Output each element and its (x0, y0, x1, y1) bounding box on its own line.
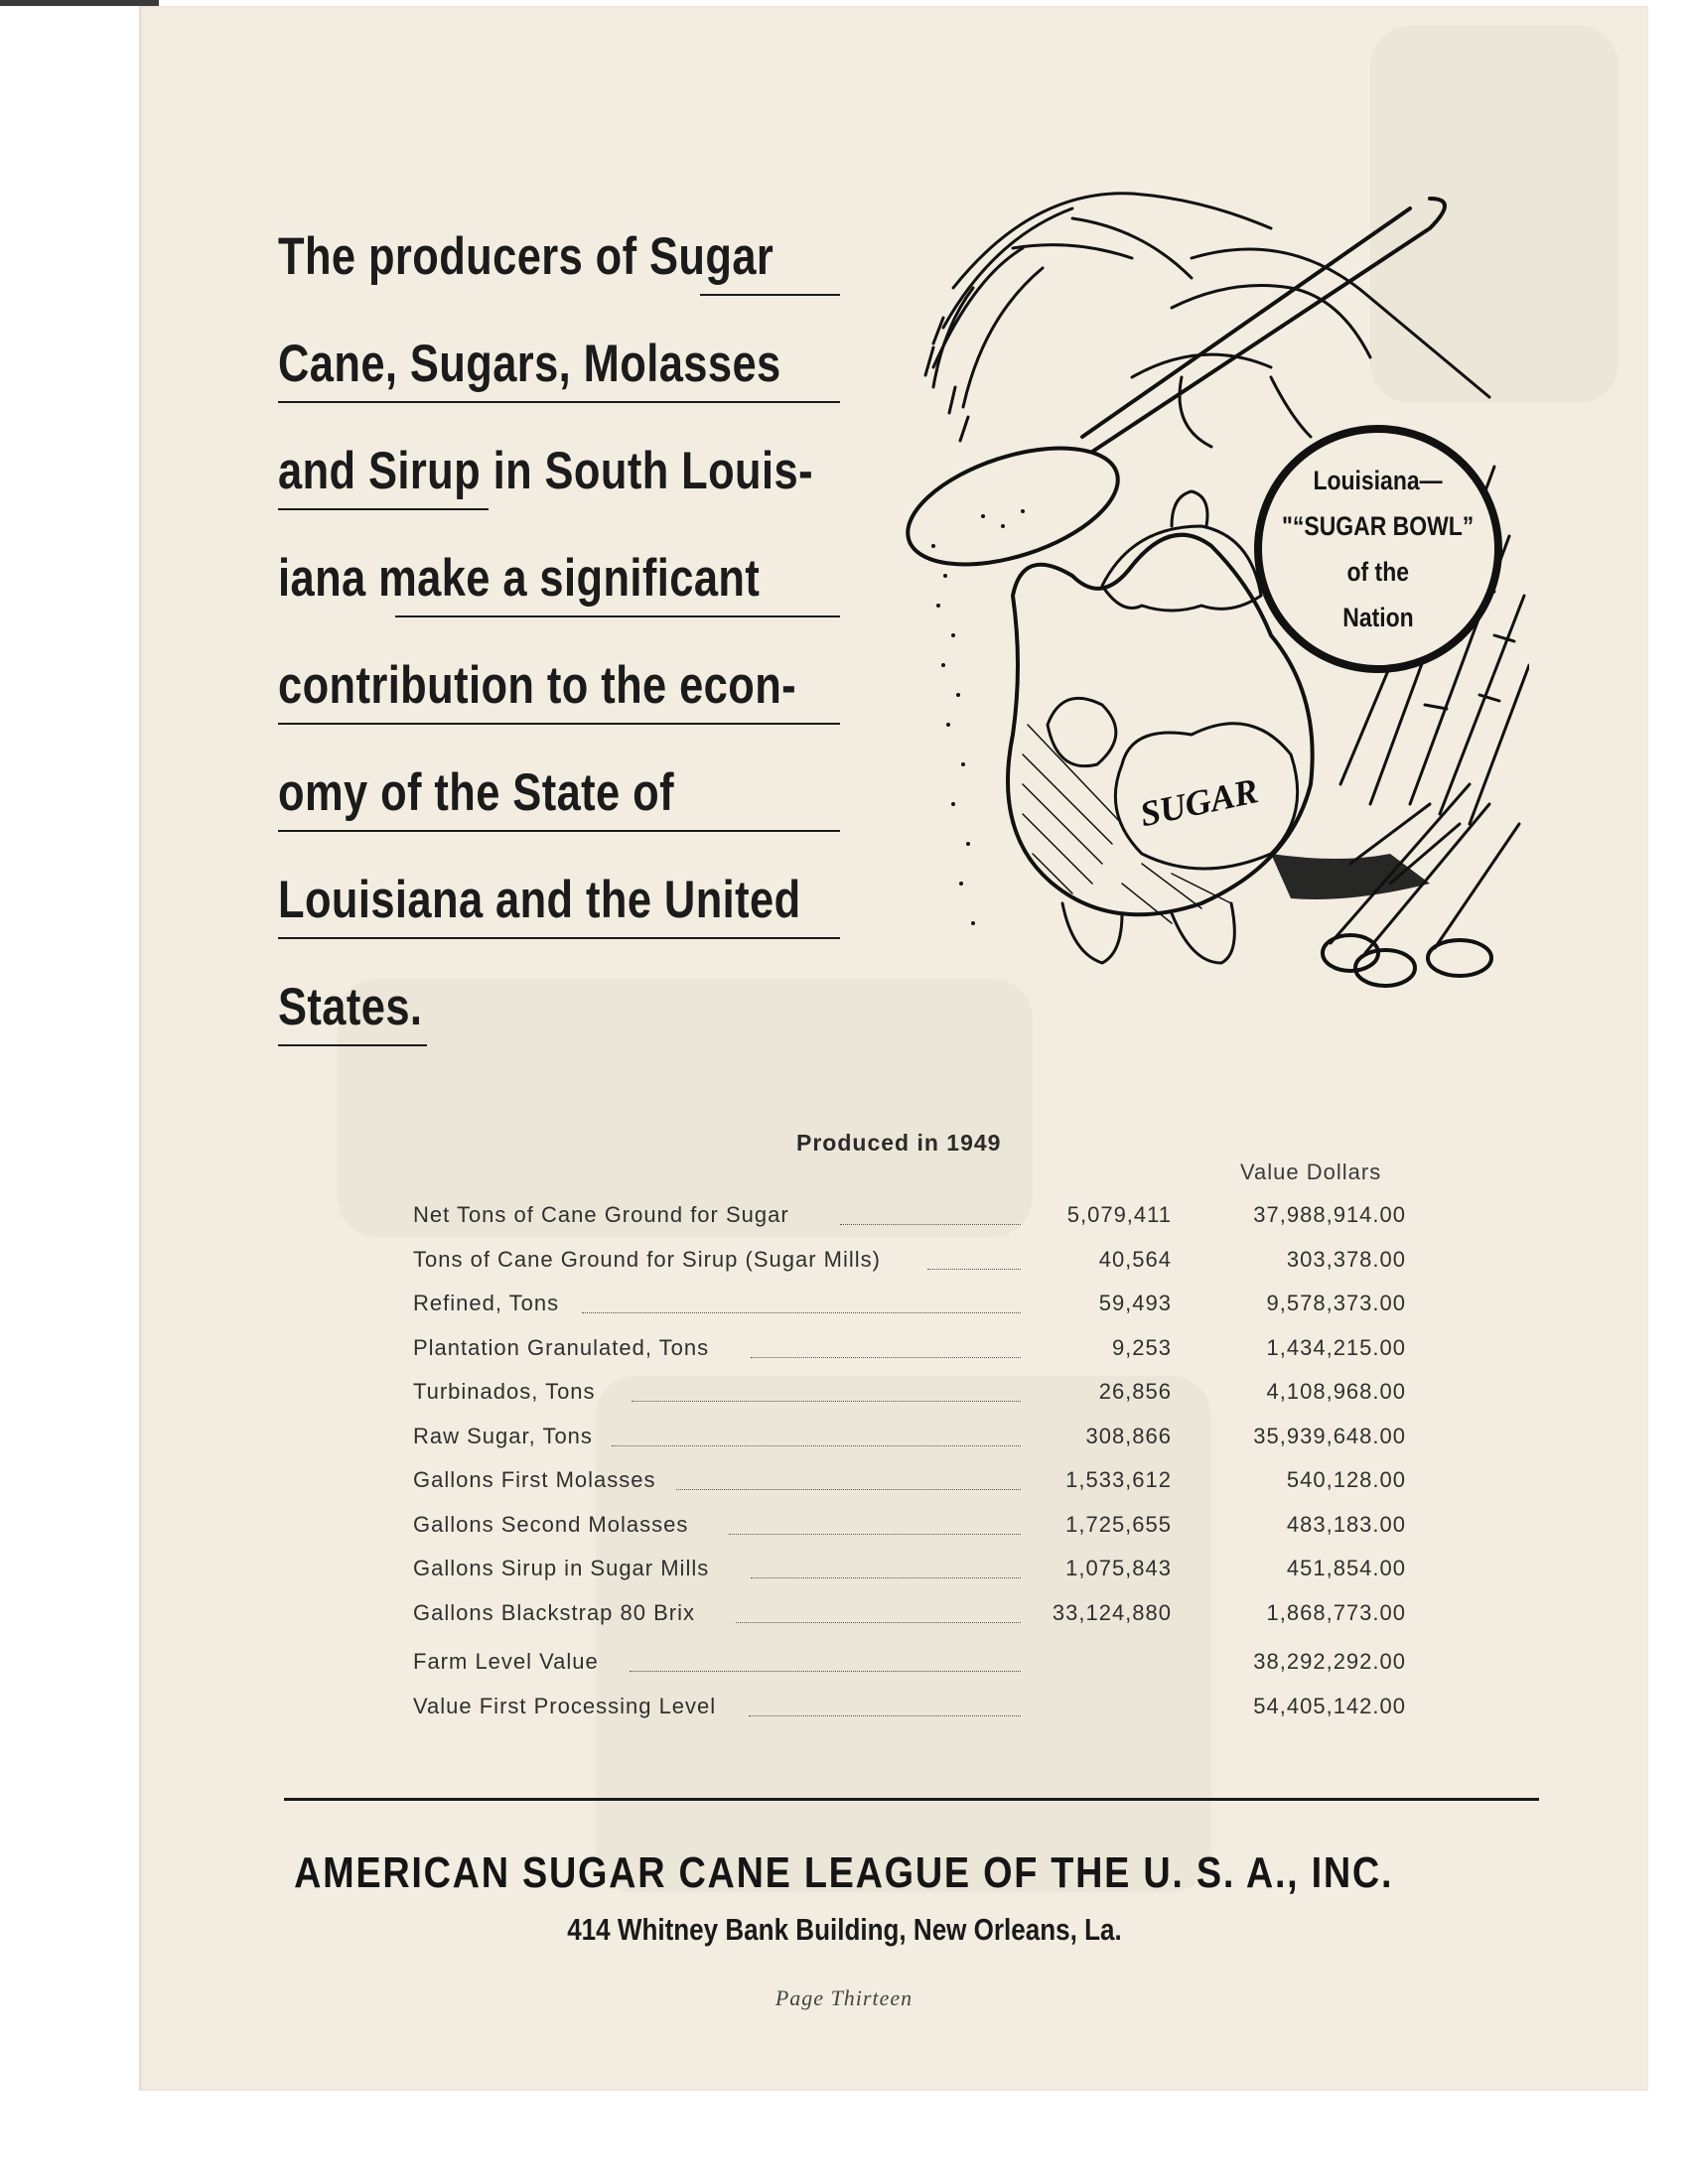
row-label: Value First Processing Level (413, 1694, 717, 1718)
row-label: Net Tons of Cane Ground for Sugar (413, 1202, 789, 1227)
dot-leader (729, 1534, 1021, 1535)
dot-leader (749, 1715, 1021, 1716)
table-row (413, 1247, 1406, 1279)
row-quantity: 5,079,411 (1066, 1202, 1172, 1227)
table-row (413, 1335, 1406, 1367)
underline (278, 830, 840, 832)
row-quantity: 308,866 (1085, 1424, 1172, 1448)
dot-leader (751, 1357, 1021, 1358)
badge-line: Nation (1342, 603, 1414, 632)
headline-line: States. (278, 967, 844, 1074)
value-column-header: Value Dollars (1240, 1160, 1382, 1184)
dot-leader (840, 1224, 1021, 1225)
row-label: Gallons Sirup in Sugar Mills (413, 1556, 710, 1580)
row-value: 303,378.00 (1286, 1247, 1406, 1272)
headline-line: Louisiana and the United (278, 860, 844, 967)
table-row (413, 1512, 1406, 1544)
underline (700, 294, 840, 296)
row-quantity: 33,124,880 (1052, 1600, 1172, 1625)
underline (395, 615, 840, 617)
row-value: 540,128.00 (1286, 1467, 1406, 1492)
row-value: 38,292,292.00 (1253, 1649, 1406, 1674)
underline (278, 723, 840, 725)
row-label: Gallons Blackstrap 80 Brix (413, 1600, 695, 1625)
row-quantity: 1,075,843 (1065, 1556, 1172, 1580)
table-row (413, 1467, 1406, 1499)
table-row (413, 1424, 1406, 1455)
table-row (413, 1291, 1406, 1322)
row-quantity: 9,253 (1111, 1335, 1172, 1360)
page-number: Page Thirteen (774, 1985, 914, 2010)
dot-leader (751, 1577, 1021, 1578)
underline (278, 401, 840, 403)
sugar-bowl-badge (1254, 425, 1502, 673)
headline-line: The producers of Sugar (278, 216, 844, 324)
row-quantity: 40,564 (1098, 1247, 1172, 1272)
row-value: 4,108,968.00 (1266, 1379, 1406, 1404)
table-row (413, 1694, 1406, 1725)
row-quantity: 26,856 (1098, 1379, 1172, 1404)
headline-line: and Sirup in South Louis- (278, 431, 844, 538)
row-value: 451,854.00 (1286, 1556, 1406, 1580)
badge-line: Louisiana— (1313, 466, 1444, 495)
underline (278, 508, 489, 510)
badge-line: of the (1346, 557, 1410, 587)
organization-name: AMERICAN SUGAR CANE LEAGUE OF THE U. S. A., INC. (294, 1848, 1394, 1897)
row-value: 37,988,914.00 (1253, 1202, 1406, 1227)
row-label: Plantation Granulated, Tons (413, 1335, 710, 1360)
row-quantity: 1,533,612 (1065, 1467, 1172, 1492)
table-row (413, 1202, 1406, 1234)
headline-line: contribution to the econ- (278, 645, 844, 752)
table-row (413, 1600, 1406, 1632)
headline-block (278, 216, 844, 1074)
table-row (413, 1556, 1406, 1587)
organization-address: 414 Whitney Bank Building, New Orleans, La. (566, 1912, 1122, 1947)
row-label: Refined, Tons (413, 1291, 560, 1315)
headline-line: Cane, Sugars, Molasses (278, 324, 844, 431)
footer-rule (284, 1798, 1539, 1801)
jar-label: SUGAR (1136, 770, 1262, 835)
scan-edge (0, 0, 159, 6)
table-row (413, 1379, 1406, 1411)
row-label: Farm Level Value (413, 1649, 599, 1674)
badge-line: "“SUGAR BOWL” (1282, 511, 1475, 541)
row-label: Gallons Second Molasses (413, 1512, 689, 1537)
row-quantity: 1,725,655 (1065, 1512, 1172, 1537)
row-label: Tons of Cane Ground for Sirup (Sugar Mills) (413, 1247, 881, 1272)
dot-leader (632, 1401, 1021, 1402)
dot-leader (582, 1312, 1021, 1313)
dot-leader (630, 1671, 1021, 1672)
row-value: 1,434,215.00 (1266, 1335, 1406, 1360)
row-quantity: 59,493 (1098, 1291, 1172, 1315)
table-row (413, 1649, 1406, 1681)
dot-leader (676, 1489, 1021, 1490)
underline (278, 937, 840, 939)
headline-line: omy of the State of (278, 752, 844, 860)
dot-leader (612, 1445, 1021, 1446)
row-value: 1,868,773.00 (1266, 1600, 1406, 1625)
row-value: 9,578,373.00 (1266, 1291, 1406, 1315)
row-label: Turbinados, Tons (413, 1379, 596, 1404)
row-label: Gallons First Molasses (413, 1467, 656, 1492)
row-value: 483,183.00 (1286, 1512, 1406, 1537)
underline (278, 1044, 427, 1046)
row-value: 54,405,142.00 (1253, 1694, 1406, 1718)
row-value: 35,939,648.00 (1253, 1424, 1406, 1448)
dot-leader (927, 1269, 1021, 1270)
row-label: Raw Sugar, Tons (413, 1424, 593, 1448)
dot-leader (736, 1622, 1021, 1623)
headline-line: iana make a significant (278, 538, 844, 645)
table-title: Produced in 1949 (796, 1130, 1002, 1156)
